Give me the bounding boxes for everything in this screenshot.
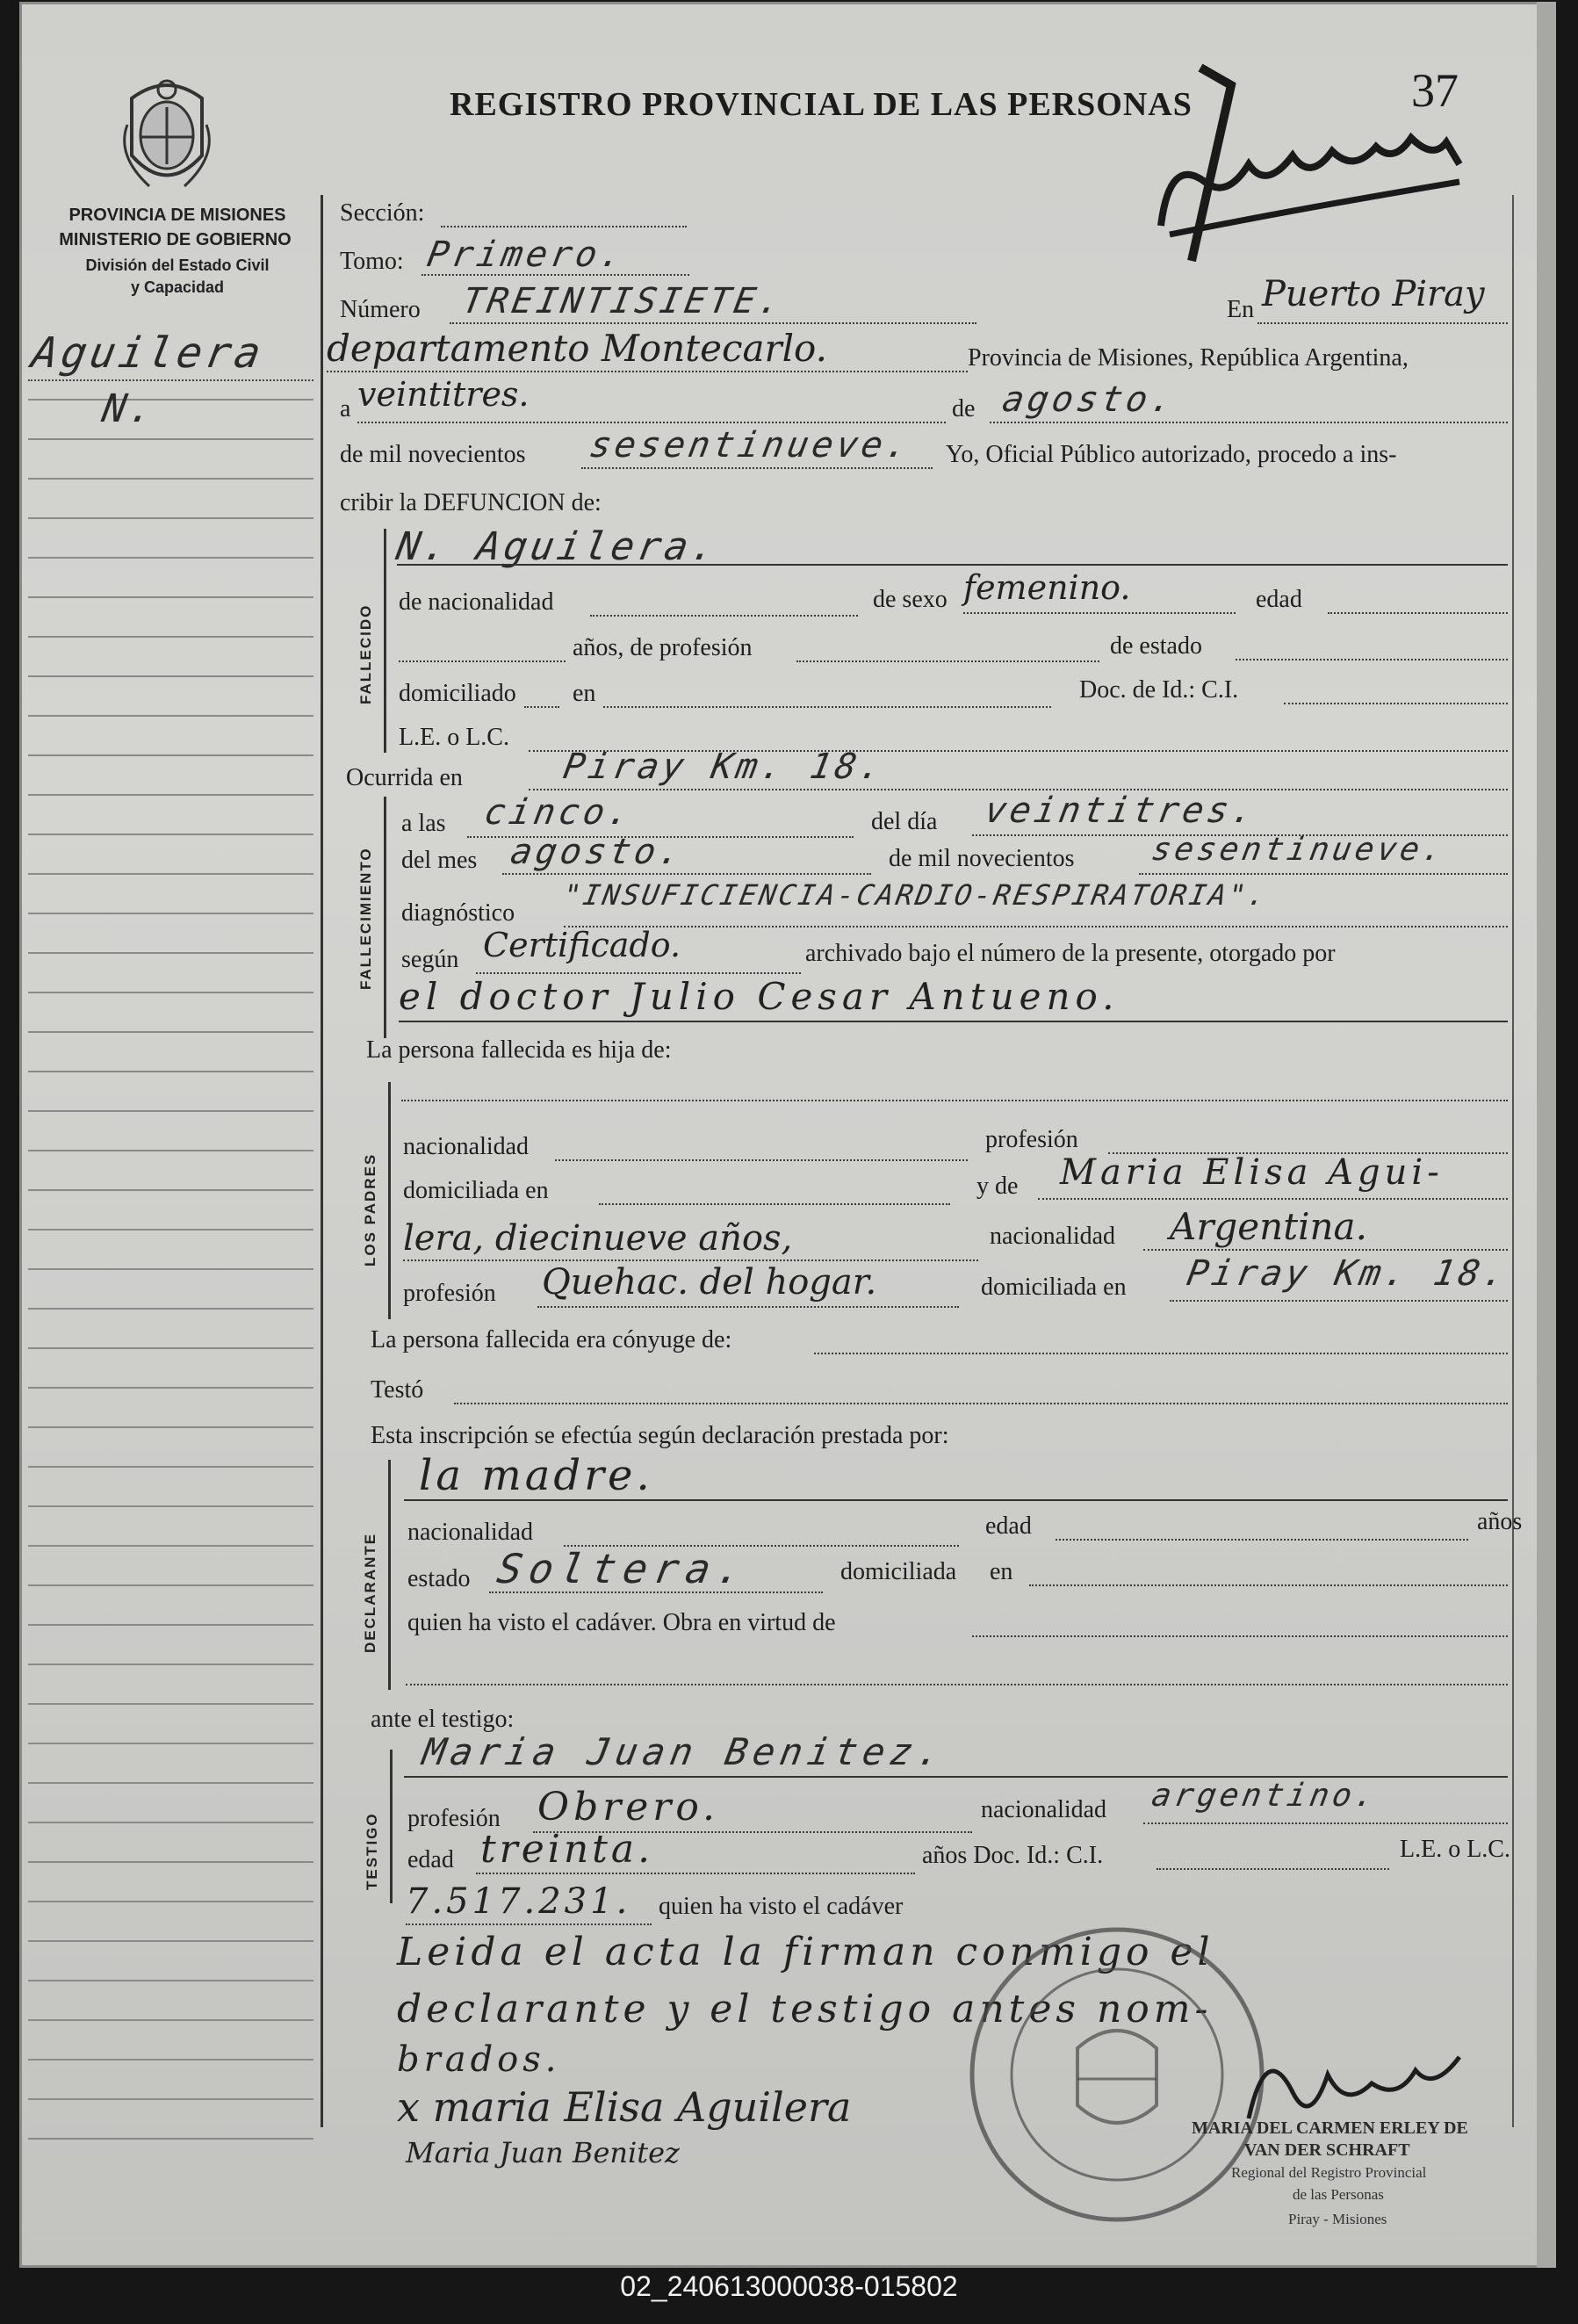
stamp-line-3: Regional del Registro Provincial: [1231, 2164, 1427, 2181]
label-seccion: Sección:: [340, 199, 425, 227]
value-nombre: N. Aguilera.: [393, 524, 723, 569]
book-spine: [1537, 2, 1556, 2268]
value-declarante: la madre.: [419, 1451, 653, 1500]
label-profesion-testigo: profesión: [407, 1805, 501, 1832]
label-diagnostico: diagnóstico: [401, 899, 515, 927]
label-de-nacionalidad: de nacionalidad: [399, 588, 554, 616]
value-diagnostico: "INSUFICIENCIA-CARDIO-RESPIRATORIA".: [560, 878, 1271, 912]
value-madre-nacionalidad: Argentina.: [1170, 1205, 1367, 1248]
fallecimiento-bracket: [384, 797, 386, 1038]
label-quien-visto: quien ha visto el cadáver. Obra en virtud de: [407, 1609, 836, 1636]
value-testigo-profesion: Obrero.: [537, 1785, 720, 1830]
closing-line-2: declarante y el testigo antes nom-: [397, 1987, 1213, 2032]
label-quien-visto-2: quien ha visto el cadáver: [659, 1893, 904, 1920]
label-en-domicilio: en: [573, 680, 596, 707]
label-nacionalidad-padre: nacionalidad: [403, 1133, 530, 1160]
label-del-dia: del día: [871, 808, 938, 835]
value-madre-profesion: Quehac. del hogar.: [542, 1262, 877, 1303]
label-de-sexo: de sexo: [873, 586, 948, 613]
label-edad-testigo: edad: [407, 1846, 454, 1873]
label-ocurrida-en: Ocurrida en: [346, 764, 463, 791]
right-border: [1512, 195, 1514, 2127]
label-a-las: a las: [401, 810, 446, 837]
section-fallecido: FALLECIDO: [357, 603, 374, 704]
value-anio: sesentinueve.: [586, 425, 915, 466]
division-heading-2: y Capacidad: [130, 278, 225, 296]
label-domiciliado: domiciliado: [399, 680, 516, 707]
value-hora: cinco.: [480, 792, 637, 833]
label-anos-profesion: años, de profesión: [573, 634, 753, 661]
image-caption: 02_240613000038-015802: [620, 2270, 958, 2302]
label-anos-declarante: años: [1477, 1508, 1523, 1535]
value-madre-domicilio: Piray Km. 18.: [1183, 1253, 1512, 1294]
value-testigo-nacionalidad: argentino.: [1149, 1778, 1381, 1814]
label-le-lc: L.E. o L.C.: [399, 724, 509, 751]
label-de-estado: de estado: [1110, 632, 1202, 660]
label-yo-oficial: Yo, Oficial Público autorizado, procedo a ins-: [946, 441, 1397, 468]
official-seal-icon: [959, 1916, 1275, 2233]
label-a: a: [340, 395, 351, 422]
value-madre-1: Maria Elisa Agui-: [1060, 1152, 1444, 1193]
label-estado: estado: [407, 1565, 471, 1592]
signature-madre: x maria Elisa Aguilera: [397, 2083, 852, 2131]
value-segun: Certificado.: [483, 926, 681, 964]
value-tomo: Primero.: [423, 235, 629, 275]
stamp-line-5: Piray - Misiones: [1288, 2211, 1387, 2227]
label-le-o-lc: L.E. o L.C.: [1400, 1836, 1510, 1863]
page-number: 37: [1411, 64, 1459, 117]
value-numero: TREINTISIETE.: [458, 281, 788, 321]
value-medico: el doctor Julio Cesar Antueno.: [399, 975, 1120, 1018]
margin-divider: [321, 195, 323, 2127]
label-de-mil: de mil novecientos: [340, 441, 526, 468]
value-mes: agosto.: [998, 379, 1179, 420]
label-nacionalidad-declarante: nacionalidad: [407, 1519, 534, 1546]
label-conyuge: La persona fallecida era cónyuge de:: [371, 1326, 732, 1353]
label-nacionalidad-testigo: nacionalidad: [981, 1796, 1107, 1823]
label-nacionalidad-madre: nacionalidad: [990, 1223, 1116, 1250]
label-testo: Testó: [371, 1376, 424, 1404]
value-mes-fallec: agosto.: [507, 832, 688, 872]
label-de-mil-nov: de mil novecientos: [889, 845, 1075, 872]
stamp-line-4: de las Personas: [1293, 2186, 1384, 2203]
value-dia-fallec: veintitres.: [981, 790, 1260, 831]
label-doc-id: Doc. de Id.: C.I.: [1079, 676, 1239, 704]
label-ante-testigo: ante el testigo:: [371, 1706, 515, 1733]
value-en: Puerto Piray: [1262, 274, 1485, 314]
closing-line-1: Leida el acta la firman conmigo el: [397, 1930, 1214, 1974]
label-en-declarante: en: [990, 1558, 1013, 1585]
label-profesion-padre: profesión: [985, 1126, 1078, 1153]
section-testigo: TESTIGO: [364, 1812, 380, 1890]
value-sexo: femenino.: [963, 568, 1131, 607]
section-declarante: DECLARANTE: [362, 1532, 378, 1653]
stamp-name: MARIA DEL CARMEN ERLEY DE: [1192, 2118, 1468, 2138]
label-hija-de: La persona fallecida es hija de:: [366, 1036, 672, 1064]
testigo-bracket: [390, 1750, 393, 1903]
label-en: En: [1227, 296, 1255, 323]
label-del-mes: del mes: [401, 847, 478, 874]
label-domiciliada-madre: domiciliada en: [981, 1274, 1127, 1301]
section-padres: LOS PADRES: [362, 1152, 378, 1267]
record-page: [19, 2, 1556, 2268]
label-domiciliada: domiciliada: [840, 1558, 957, 1585]
province-heading: PROVINCIA DE MISIONES: [68, 206, 286, 225]
fallecido-bracket: [384, 529, 386, 753]
declarante-bracket: [388, 1460, 391, 1690]
label-provincia: Provincia de Misiones, República Argentina,: [968, 344, 1409, 372]
value-dia: veintitres.: [357, 375, 530, 414]
value-testigo-ci: 7.517.231.: [406, 1881, 631, 1922]
label-inscribir: cribir la DEFUNCION de:: [340, 489, 602, 516]
label-de: de: [952, 395, 976, 422]
padres-bracket: [388, 1082, 391, 1319]
value-lugar: Piray Km. 18.: [559, 747, 889, 787]
label-inscripcion: Esta inscripción se efectúa según declaración prestada por:: [371, 1422, 949, 1449]
ministry-heading: MINISTERIO DE GOBIERNO: [59, 230, 292, 249]
value-madre-2: lera, diecinueve años,: [403, 1218, 793, 1259]
label-segun: según: [401, 946, 459, 973]
value-anio-fallec: sesentinueve.: [1149, 832, 1449, 868]
value-testigo-edad: treinta.: [480, 1827, 654, 1872]
label-tomo: Tomo:: [340, 248, 404, 275]
stamp-line-2: VAN DER SCHRAFT: [1244, 2140, 1410, 2160]
label-y-de: y de: [976, 1173, 1019, 1200]
division-heading: División del Estado Civil: [85, 256, 270, 274]
label-edad-declarante: edad: [985, 1512, 1032, 1540]
label-anos-doc: años Doc. Id.: C.I.: [922, 1842, 1104, 1869]
label-profesion-madre: profesión: [403, 1280, 496, 1307]
label-edad: edad: [1256, 586, 1302, 613]
section-fallecimiento: FALLECIMIENTO: [357, 847, 374, 990]
margin-initial: N.: [98, 386, 161, 431]
label-numero: Número: [340, 296, 421, 323]
closing-line-3: brados.: [397, 2039, 561, 2080]
value-departamento: departamento Montecarlo.: [327, 327, 827, 370]
signature-testigo: Maria Juan Benitez: [406, 2136, 680, 2169]
value-declarante-estado: Soltera.: [494, 1545, 753, 1592]
label-domiciliada-en: domiciliada en: [403, 1177, 549, 1204]
margin-surname: Aguilera: [28, 328, 269, 378]
value-testigo-nombre: Maria Juan Benitez.: [419, 1730, 949, 1773]
page-title: REGISTRO PROVINCIAL DE LAS PERSONAS: [450, 86, 1193, 123]
coat-of-arms-icon: [114, 72, 220, 199]
official-signature-top: [1143, 50, 1495, 278]
label-archivado: archivado bajo el número de la presente, otorgado por: [805, 940, 1336, 967]
